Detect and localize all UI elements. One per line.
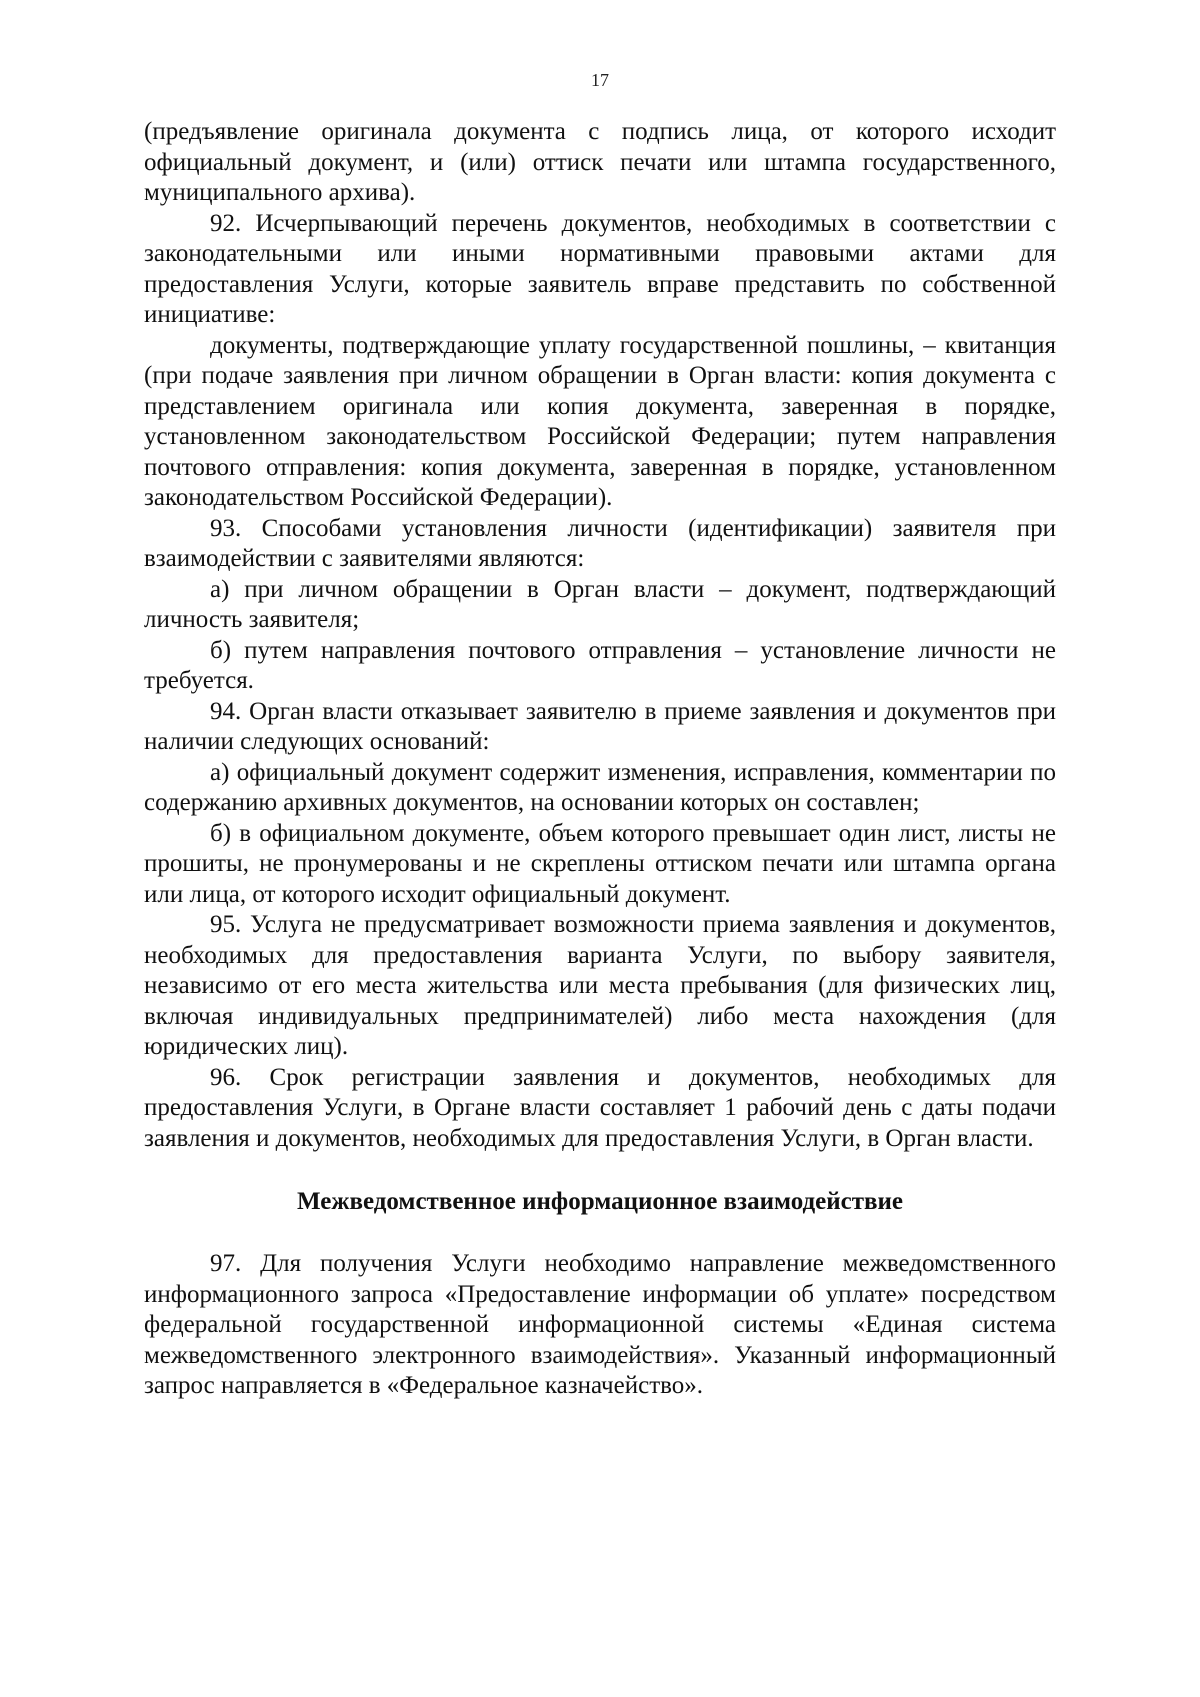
section-heading: Межведомственное информационное взаимодействие <box>297 1188 903 1215</box>
paragraph: 93. Способами установления личности (идентификации) заявителя при взаимодействии с заявителями являются: <box>144 514 1056 572</box>
document-body <box>144 117 1056 1402</box>
paragraph: б) в официальном документе, объем которого превышает один лист, листы не прошиты, не пронумерованы и не скреплены оттиском печати или штампа органа или лица, от которого исходит официальный документ. <box>144 819 1056 908</box>
paragraph: 94. Орган власти отказывает заявителю в приеме заявления и документов при наличии следующих оснований: <box>144 697 1056 755</box>
paragraph: а) официальный документ содержит изменения, исправления, комментарии по содержанию архивных документов, на основании которых он составлен; <box>144 758 1056 816</box>
paragraph: 95. Услуга не предусматривает возможности приема заявления и документов, необходимых для предоставления варианта Услуги, по выбору заявителя, независимо от его места жительства или места пребывания (для физических лиц, включая индивидуальных предпринимателей) либо места нахождения (для юридических лиц). <box>144 911 1056 1060</box>
paragraph: документы, подтверждающие уплату государственной пошлины, – квитанция (при подаче заявления при личном обращении в Орган власти: копия документа с представлением оригинала или копия документа, заверенная в порядке, установленном законодательством Российской Федерации; путем направления почтового отправления: копия документа, заверенная в порядке, установленном законодательством Российской Федерации). <box>144 331 1056 511</box>
paragraphs-after-heading <box>144 1249 1056 1402</box>
paragraph: (предъявление оригинала документа с подпись лица, от которого исходит официальный документ, и (или) оттиск печати или штампа государственного, муниципального архива). <box>144 118 1056 206</box>
paragraph: а) при личном обращении в Орган власти – документ, подтверждающий личность заявителя; <box>144 575 1056 633</box>
paragraph: б) путем направления почтового отправления – установление личности не требуется. <box>144 636 1056 694</box>
paragraph: 92. Исчерпывающий перечень документов, необходимых в соответствии с законодательными или иными нормативными правовыми актами для предоставления Услуги, которые заявитель вправе представить по собственной инициативе: <box>144 209 1056 328</box>
paragraph: 96. Срок регистрации заявления и документов, необходимых для предоставления Услуги, в Органе власти составляет 1 рабочий день с даты подачи заявления и документов, необходимых для предоставления Услуги, в Орган власти. <box>144 1063 1056 1152</box>
page-number: 17 <box>591 70 609 90</box>
paragraphs-before-heading <box>144 117 1056 1154</box>
paragraph: 97. Для получения Услуги необходимо направление межведомственного информационного запроса «Предоставление информации об уплате» посредством федеральной государственной информационной системы «Единая система межведомственного электронного взаимодействия». Указанный информационный запрос направляется в «Федеральное казначейство». <box>144 1250 1056 1399</box>
